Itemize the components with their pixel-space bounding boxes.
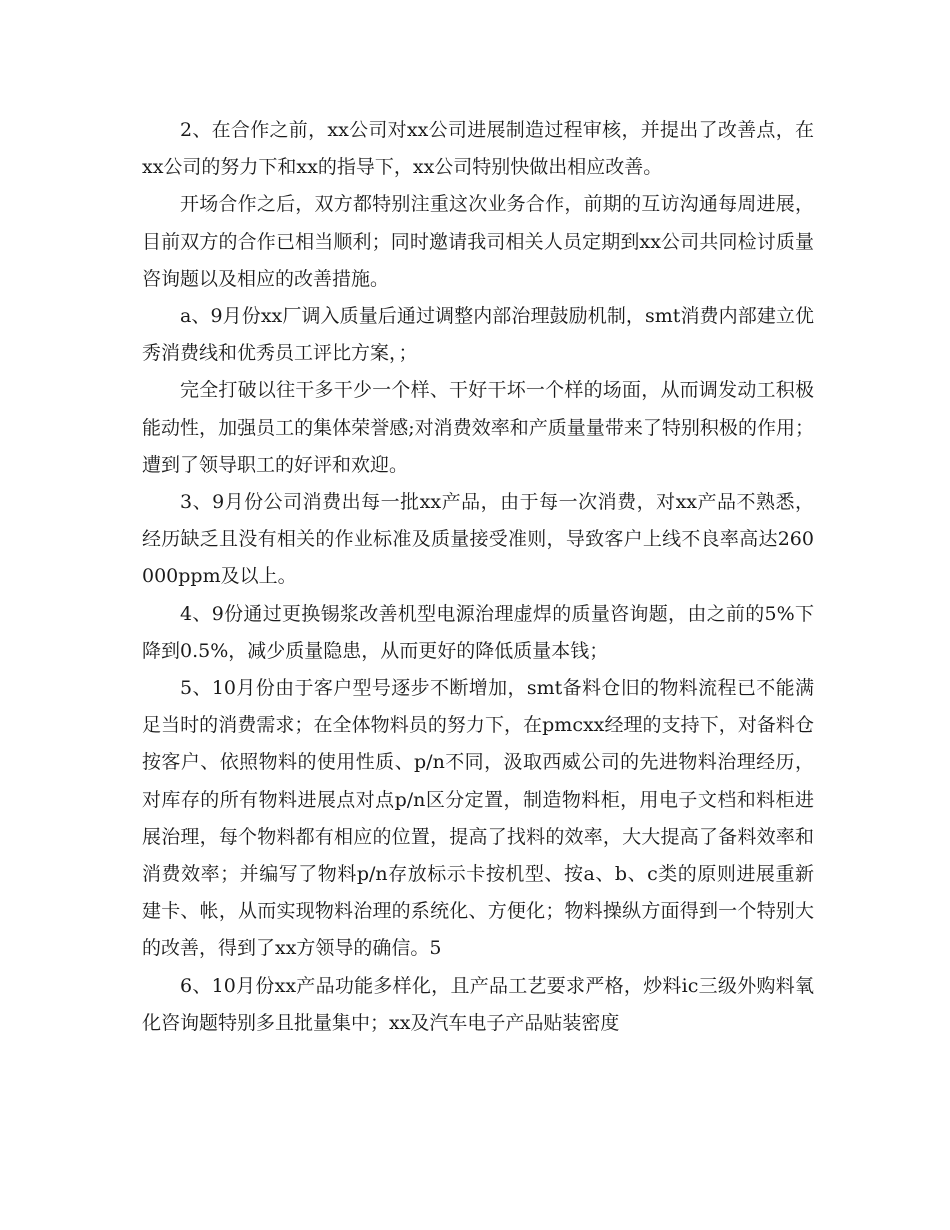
document-body bbox=[142, 112, 814, 1042]
paragraph-team-motivation: 完全打破以往干多干少一个样、干好干坏一个样的场面，从而调发动工积极能动性，加强员工的集体荣誉感;对消费效率和产质量量带来了特别积极的作用；遭到了领导职工的好评和欢迎。 bbox=[142, 379, 814, 476]
paragraph-cooperation-audit: 2、在合作之前，xx公司对xx公司进展制造过程审核，并提出了改善点，在xx公司的努力下和xx的指导下，xx公司特别快做出相应改善。 bbox=[142, 119, 814, 179]
paragraph-product-diversification: 6、10月份xx产品功能多样化，且产品工艺要求严格，炒料ic三级外购料氧化咨询题特别多且批量集中；xx及汽车电子产品贴装密度 bbox=[142, 974, 814, 1034]
paragraph-cooperation-start: 开场合作之后，双方都特别注重这次业务合作，前期的互访沟通每周进展，目前双方的合作已相当顺利；同时邀请我司相关人员定期到xx公司共同检讨质量咨询题以及相应的改善措施。 bbox=[142, 193, 814, 290]
paragraph-material-management: 5、10月份由于客户型号逐步不断增加，smt备料仓旧的物料流程已不能满足当时的消费需求；在全体物料员的努力下，在pmcxx经理的支持下，对备料仓按客户、依照物料的使用性质、p/n不同，汲取西威公司的先进物料治理经历，对库存的所有物料进展点对点p/n区分定置，制造物料柜，用电子文档和料柜进展治理，每个物料都有相应的位置，提高了找料的效率，大大提高了备料效率和消费效率；并编写了物料p/n存放标示卡按机型、按a、b、c类的原则进展重新建卡、帐，从而实现物料治理的系统化、方便化；物料操纵方面得到一个特别大的改善，得到了xx方领导的确信。5 bbox=[142, 677, 814, 960]
paragraph-defect-rate: 3、9月份公司消费出每一批xx产品，由于每一次消费，对xx产品不熟悉，经历缺乏且没有相关的作业标准及质量接受准则，导致客户上线不良率高达260000ppm及以上。 bbox=[142, 491, 814, 588]
paragraph-solder-improvement: 4、9份通过更换锡浆改善机型电源治理虚焊的质量咨询题，由之前的5%下降到0.5%，减少质量隐患，从而更好的降低质量本钱； bbox=[142, 602, 814, 662]
paragraph-incentive-mechanism: a、9月份xx厂调入质量后通过调整内部治理鼓励机制，smt消费内部建立优秀消费线和优秀员工评比方案，； bbox=[142, 305, 814, 365]
